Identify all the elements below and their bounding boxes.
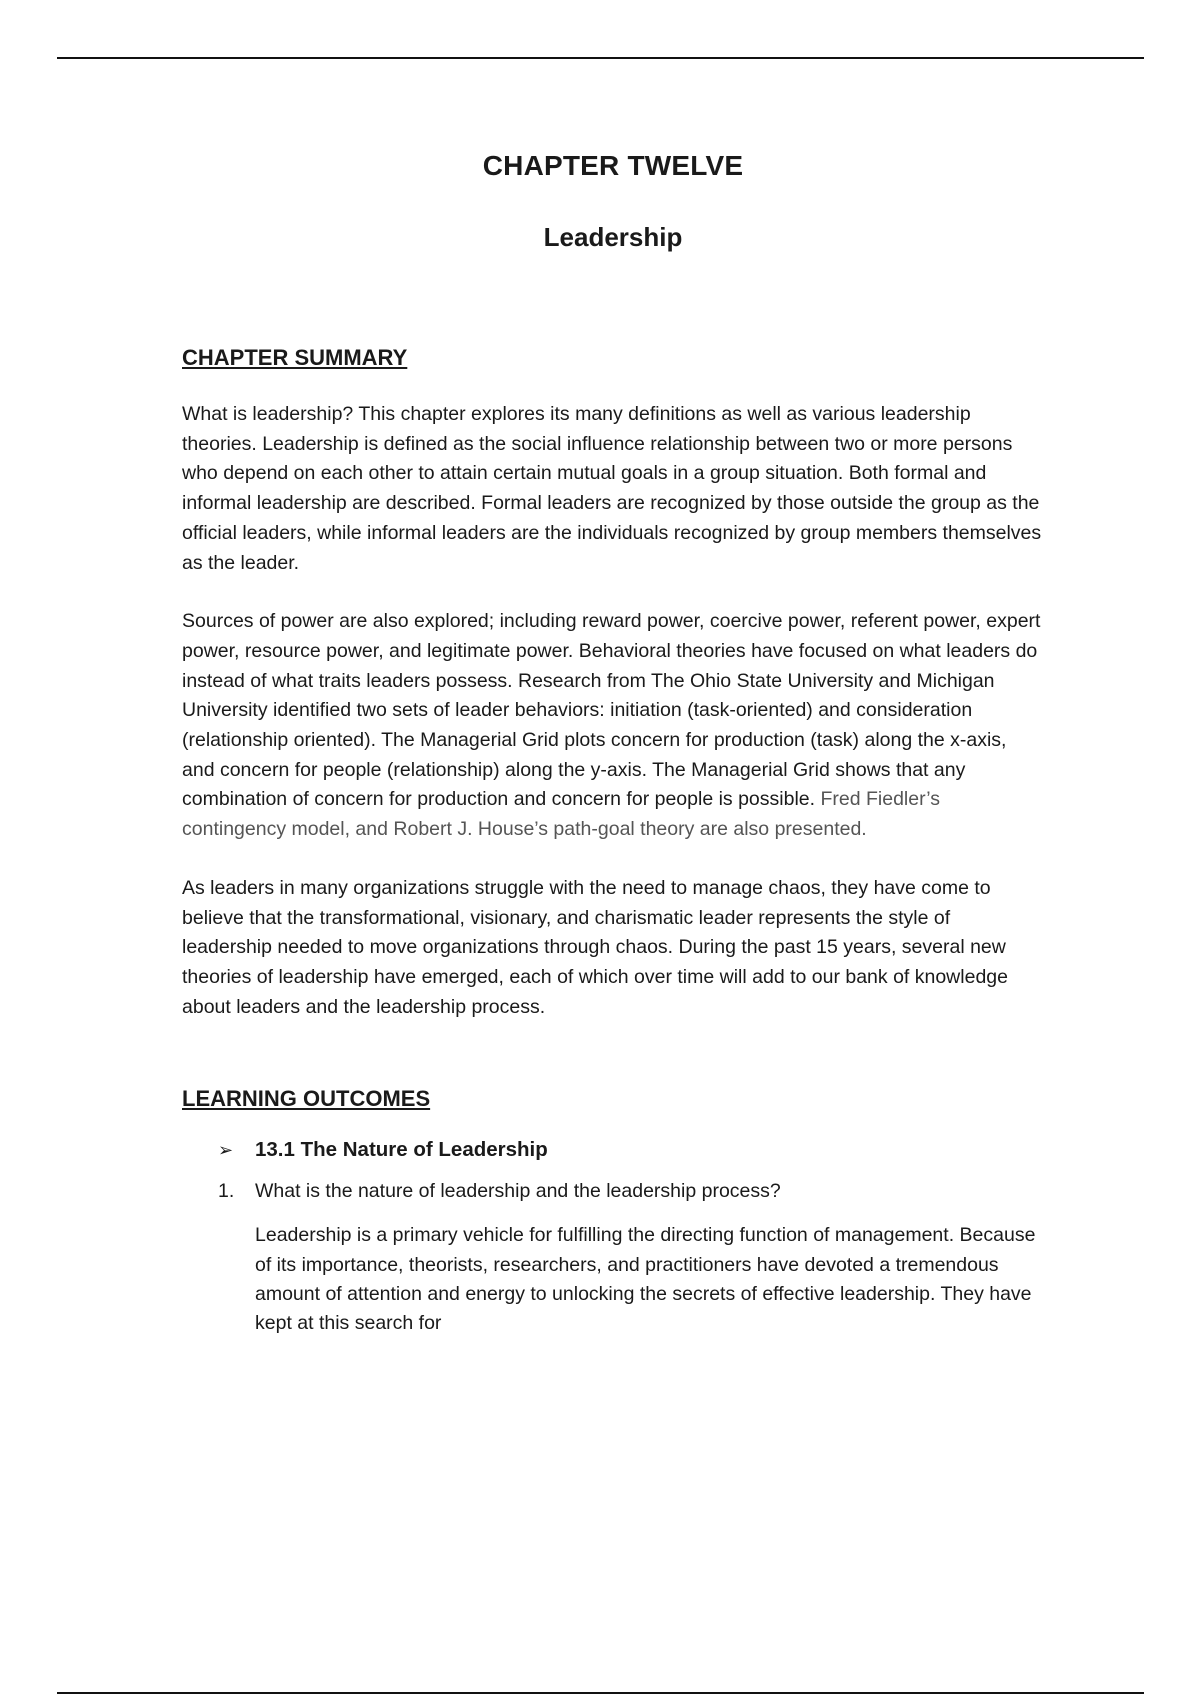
question-text: What is the nature of leadership and the leadership process? xyxy=(255,1180,781,1203)
top-rule xyxy=(57,57,1144,59)
bottom-rule xyxy=(57,1692,1144,1694)
outcomes-heading: LEARNING OUTCOMES xyxy=(182,1086,431,1112)
summary-paragraph-2 xyxy=(182,607,1044,845)
answer-paragraph: Leadership is a primary vehicle for fulfilling the directing function of management. Because of its importance, theorists, researchers, and practitioners have devoted a tremendous amount of attention and energy to unlocking the secrets of effective leadership. They have kept at this search for xyxy=(255,1224,1036,1335)
summary-paragraph-2-text: Sources of power are also explored; including reward power, coercive power, referent power, expert power, resource power, and legitimate power. Behavioral theories have focused on what leaders do instead of what traits leaders possess. Research from The Ohio State University and Michigan University identified two sets of leader behaviors: initiation (task-oriented) and consideration (relationship oriented). The Managerial Grid plots concern for production (task) along the x-axis, and concern for people (relationship) along the y-axis. The Managerial Grid shows that any combination of concern for production and concern for people is possible. xyxy=(182,610,1041,811)
chapter-title: CHAPTER TWELVE xyxy=(482,150,744,181)
summary-paragraph-2-muted: Fred Fiedler’s contingency model, and Robert J. House’s path-goal theory are also presented. xyxy=(182,788,941,841)
summary-paragraph-1: What is leadership? This chapter explores its many definitions as well as various leadership theories. Leadership is defined as the social influence relationship between two or more persons who depend on each other to attain certain mutual goals in a group situation. Both formal and informal leadership are described. Formal leaders are recognized by those outside the group as the official leaders, while informal leaders are the individuals recognized by group members themselves as the leader. xyxy=(182,403,1042,574)
outcome-bullet-label: 13.1 The Nature of Leadership xyxy=(255,1138,548,1162)
summary-paragraph-3: As leaders in many organizations struggle with the need to manage chaos, they have come to believe that the transformational, visionary, and charismatic leader represents the style of leadership needed to move organizations through chaos. During the past 15 years, several new theories of leadership have emerged, each of which over time will add to our bank of knowledge about leaders and the leadership process. xyxy=(182,876,1008,1018)
outcome-question xyxy=(218,1180,1044,1203)
question-number: 1. xyxy=(218,1180,235,1203)
summary-heading: CHAPTER SUMMARY xyxy=(182,345,408,370)
arrow-bullet-icon: ➢ xyxy=(218,1140,234,1161)
document-page xyxy=(182,120,1044,1339)
outcome-bullet xyxy=(218,1138,1044,1162)
chapter-subtitle: Leadership xyxy=(543,222,683,252)
